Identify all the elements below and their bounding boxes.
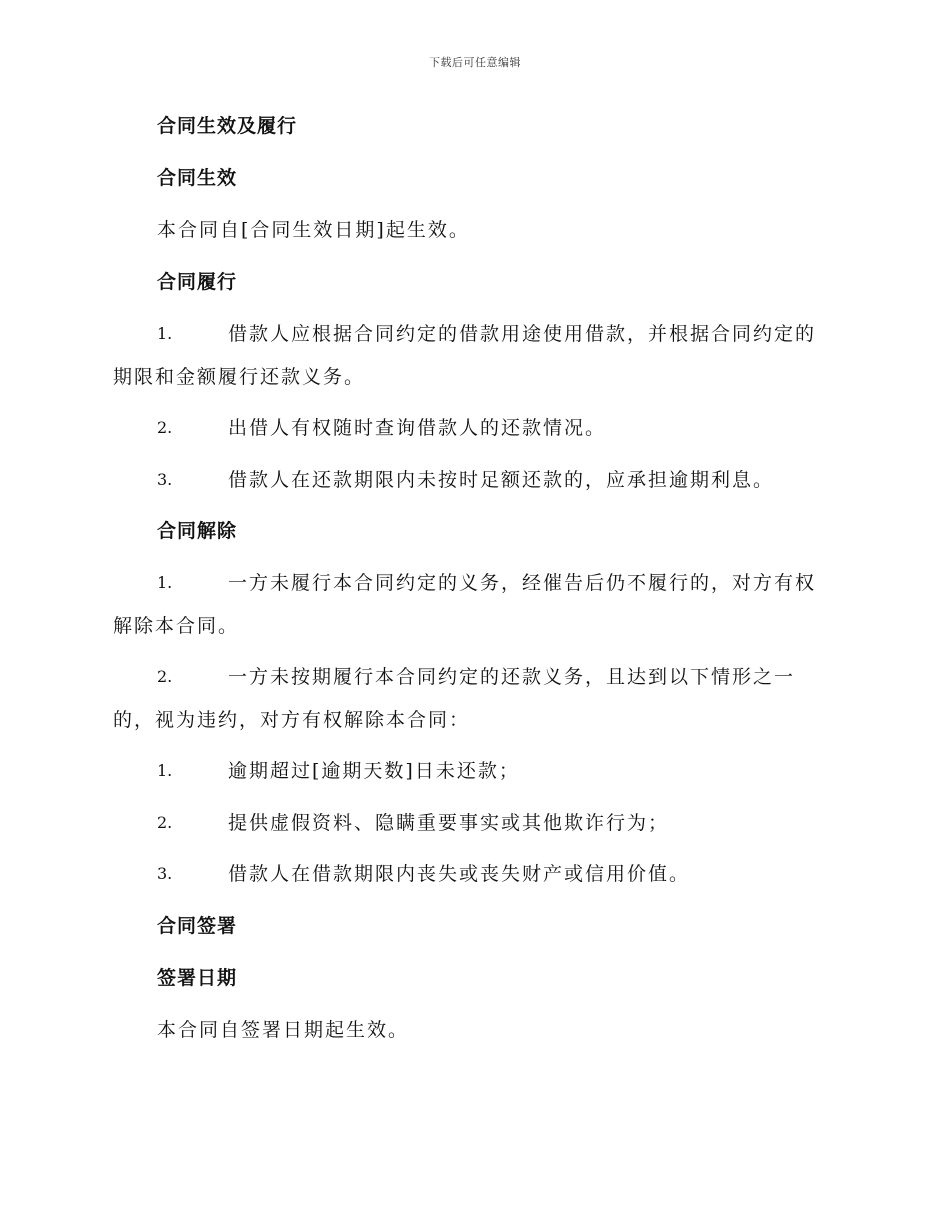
list-item-number: 1. xyxy=(157,573,173,592)
signing-text: 本合同自签署日期起生效。 xyxy=(157,1019,410,1041)
list-item-text: 提供虚假资料、隐瞒重要事实或其他欺诈行为； xyxy=(228,812,670,834)
list-item-number: 2. xyxy=(157,667,173,686)
effect-text: 本合同自[合同生效日期]起生效。 xyxy=(157,219,470,241)
list-item-text-continued: 解除本合同。 xyxy=(113,615,240,637)
list-item-number: 3. xyxy=(157,470,173,489)
list-item-number: 1. xyxy=(157,324,173,343)
list-item-text: 逾期超过[逾期天数]日未还款； xyxy=(228,760,520,782)
list-item-text: 借款人在还款期限内未按时足额还款的，应承担逾期利息。 xyxy=(228,469,775,491)
header-note: 下载后可任意编辑 xyxy=(429,56,521,69)
section-title-termination: 合同解除 xyxy=(157,520,238,542)
list-item-text-continued: 期限和金额履行还款义务。 xyxy=(113,366,366,388)
list-item-text-continued: 的，视为违约，对方有权解除本合同： xyxy=(113,709,471,731)
list-item-number: 2. xyxy=(157,418,173,437)
list-item-text: 借款人应根据合同约定的借款用途使用借款，并根据合同约定的 xyxy=(228,323,817,345)
subsection-title-signing-date: 签署日期 xyxy=(157,967,238,989)
list-item-text: 出借人有权随时查询借款人的还款情况。 xyxy=(228,417,607,439)
list-item-number: 2. xyxy=(157,813,173,832)
list-item-number: 3. xyxy=(157,864,173,883)
list-item-text: 一方未履行本合同约定的义务，经催告后仍不履行的，对方有权 xyxy=(228,572,817,594)
section-title-effect-performance: 合同生效及履行 xyxy=(157,115,298,137)
list-item-number: 1. xyxy=(157,761,173,780)
list-item-text: 一方未按期履行本合同约定的还款义务，且达到以下情形之一 xyxy=(228,666,796,688)
subsection-title-performance: 合同履行 xyxy=(157,271,238,293)
list-item-text: 借款人在借款期限内丧失或丧失财产或信用价值。 xyxy=(228,863,691,885)
subsection-title-effect: 合同生效 xyxy=(157,167,238,189)
section-title-signing: 合同签署 xyxy=(157,915,238,937)
